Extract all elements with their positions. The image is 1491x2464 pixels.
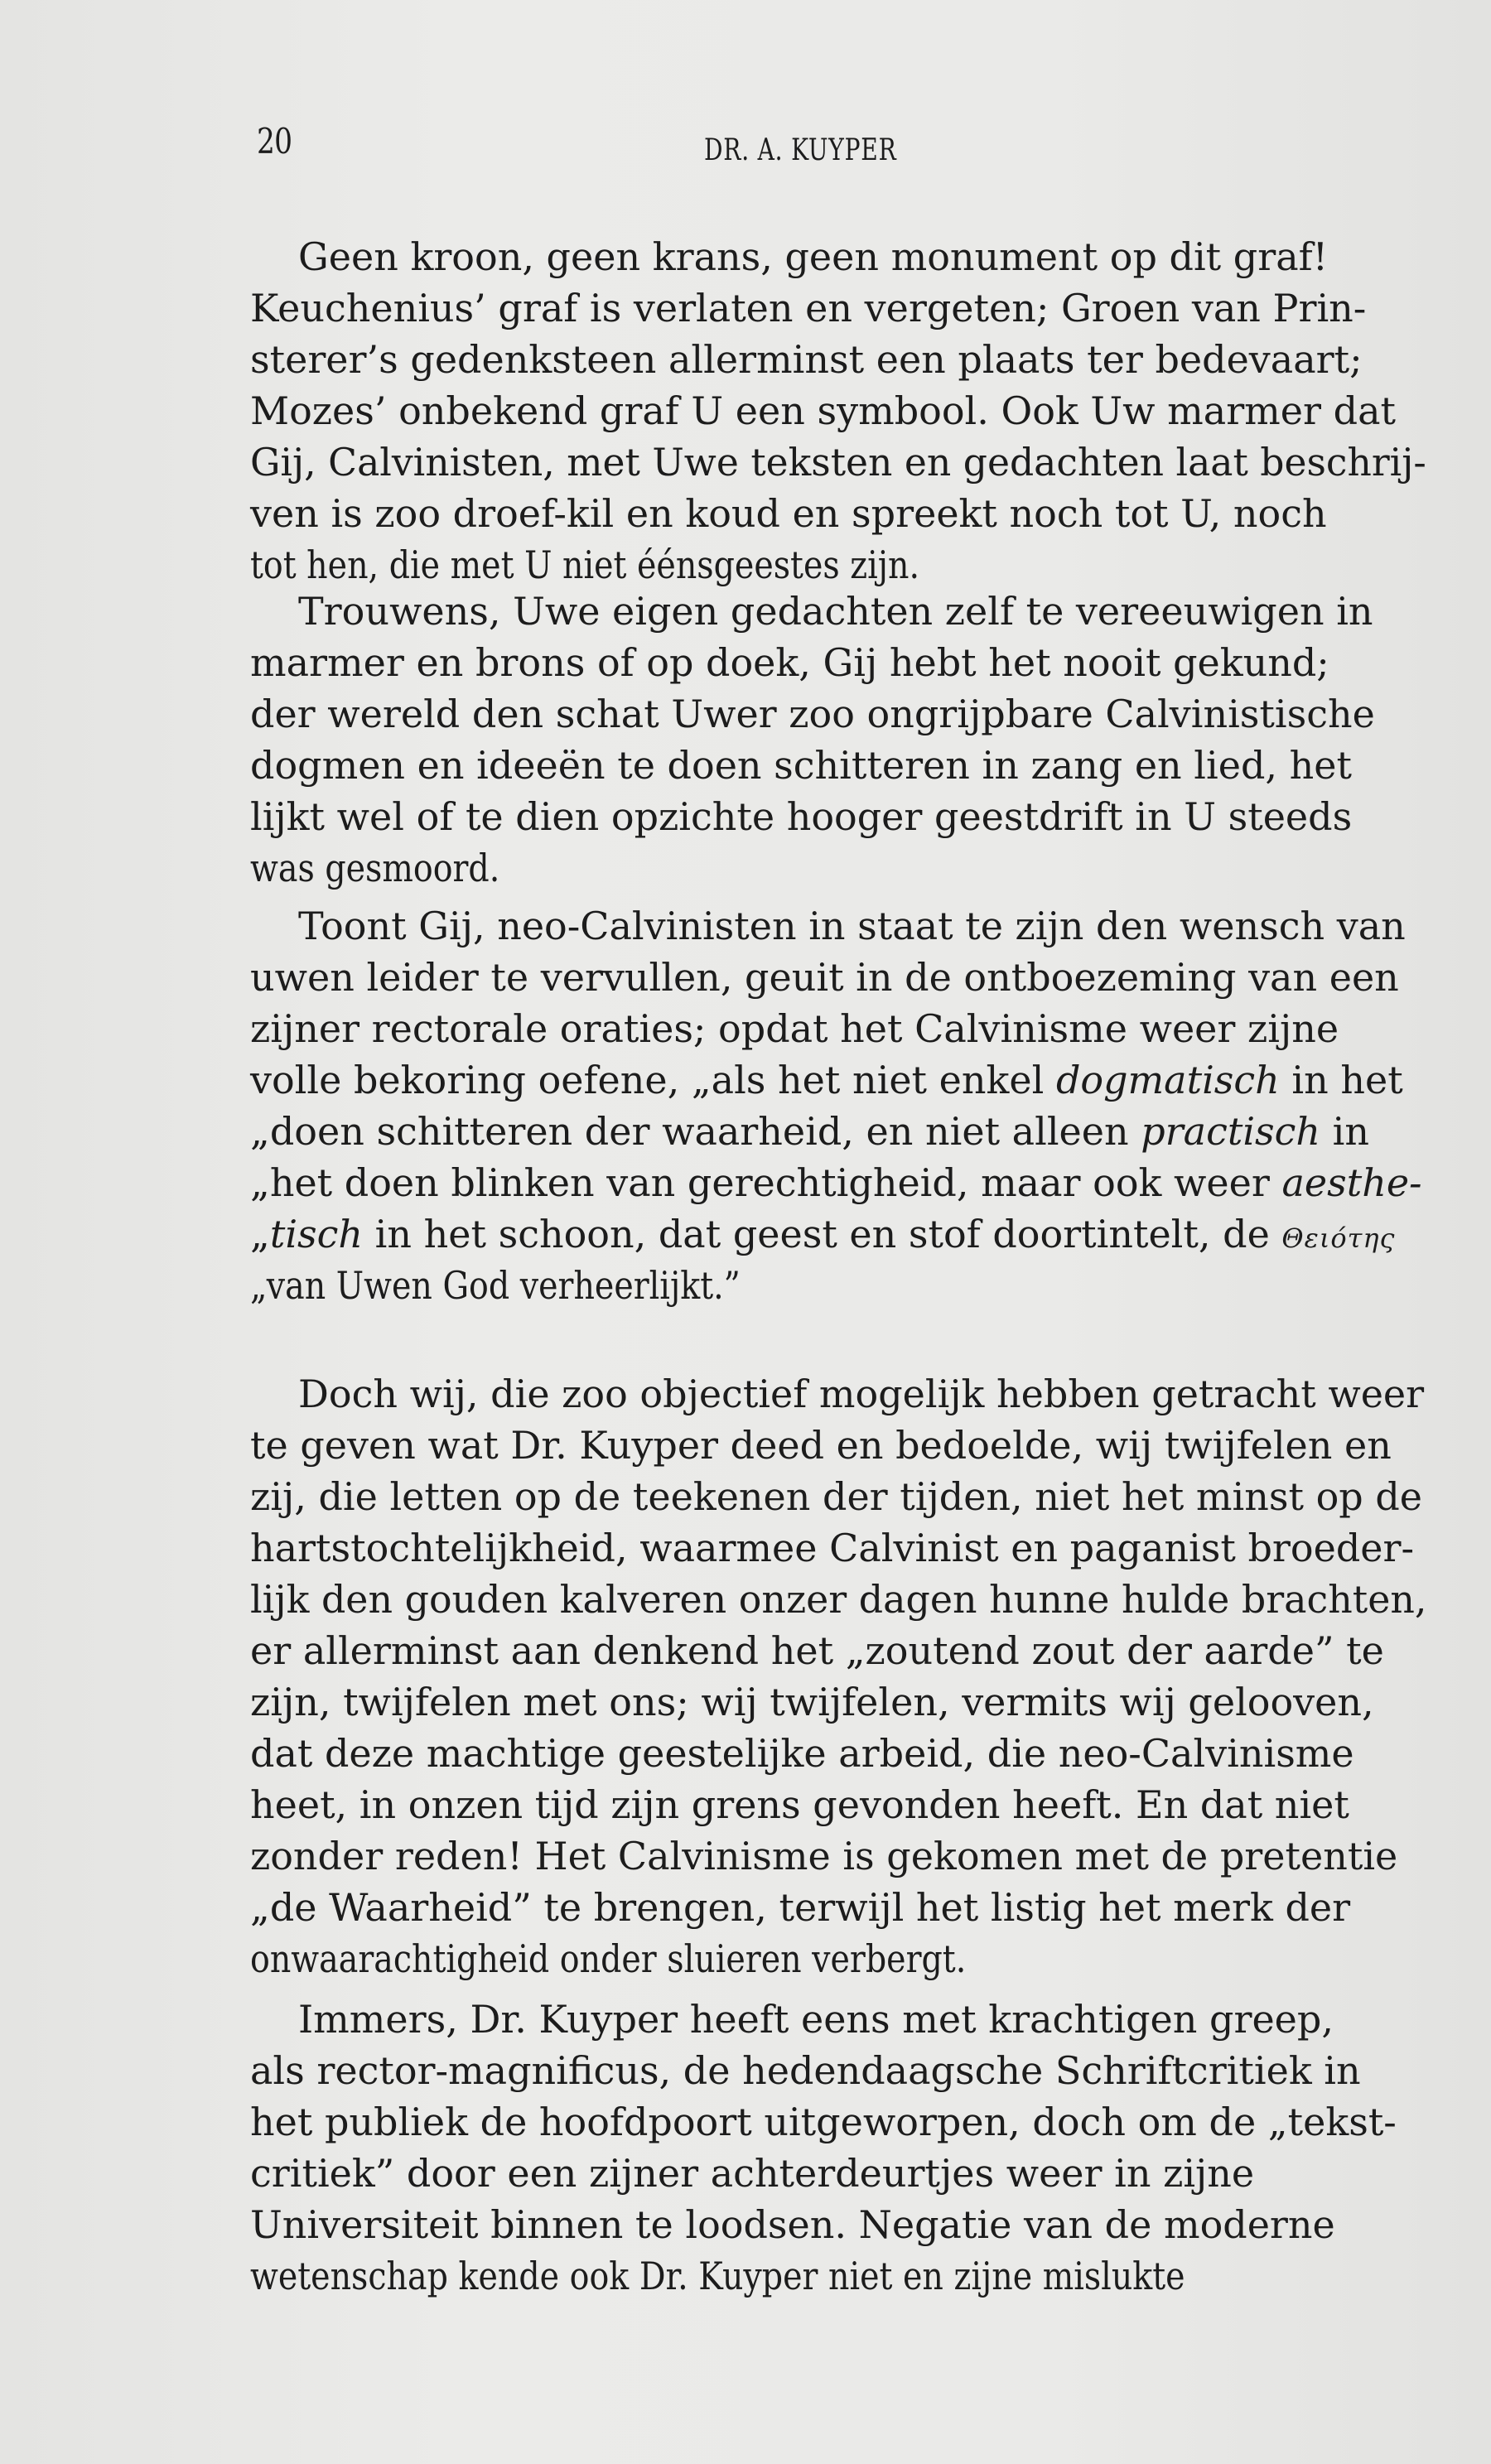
text-line: zijn, twijfelen met ons; wij twijfelen, vermits wij gelooven, <box>250 1680 1374 1724</box>
text-line: dat deze machtige geestelijke arbeid, die neo-Calvinisme <box>250 1731 1354 1776</box>
text-line: Gij, Calvinisten, met Uwe teksten en gedachten laat beschrij- <box>250 440 1426 485</box>
text-line: wetenschap kende ook Dr. Kuyper niet en zijne mislukte <box>250 2254 1185 2298</box>
italic-emphasis: dogmatisch <box>1055 1058 1280 1102</box>
text-line: Toont Gij, neo-Calvinisten in staat te zijn den wensch van <box>298 904 1406 948</box>
text-line: critiek” door een zijner achterdeurtjes weer in zijne <box>250 2151 1255 2196</box>
text-line: Doch wij, die zoo objectief mogelijk hebben getracht weer <box>298 1372 1425 1416</box>
text-line: ven is zoo droef-kil en koud en spreekt noch tot U, noch <box>250 491 1327 536</box>
text-line: er allerminst aan denkend het „zoutend zout der aarde” te <box>250 1628 1384 1673</box>
text-line: Trouwens, Uwe eigen gedachten zelf te vereeuwigen in <box>298 589 1373 634</box>
text-line: volle bekoring oefene, „als het niet enkel dogmatisch in het <box>250 1058 1403 1102</box>
text-line: was gesmoord. <box>250 846 500 890</box>
text-line: „tisch in het schoon, dat geest en stof doortintelt, de Θειότης <box>250 1212 1396 1256</box>
text-line: te geven wat Dr. Kuyper deed en bedoelde, wij twijfelen en <box>250 1423 1392 1468</box>
text-line: tot hen, die met U niet éénsgeestes zijn. <box>250 542 920 587</box>
text-line: lijk den gouden kalveren onzer dagen hunne hulde brachten, <box>250 1577 1427 1622</box>
italic-emphasis: practisch <box>1141 1109 1321 1154</box>
text-line: uwen leider te vervullen, geuit in de ontboezeming van een <box>250 955 1399 1000</box>
text-line: „de Waarheid” te brengen, terwijl het listig het merk der <box>250 1885 1351 1930</box>
text-line: „van Uwen God verheerlijkt.” <box>250 1263 741 1308</box>
text-line: onwaarachtigheid onder sluieren verbergt. <box>250 1936 967 1981</box>
text-line: als rector-magnificus, de hedendaagsche Schriftcritiek in <box>250 2048 1361 2093</box>
text-line: Immers, Dr. Kuyper heeft eens met krachtigen greep, <box>298 1997 1334 2042</box>
italic-emphasis: aesthe- <box>1281 1160 1422 1205</box>
text-line: marmer en brons of op doek, Gij hebt het nooit gekund; <box>250 640 1329 685</box>
text-line: hartstochtelijkheid, waarmee Calvinist en paganist broeder- <box>250 1526 1415 1570</box>
text-line: lijkt wel of te dien opzichte hooger geestdrift in U steeds <box>250 794 1353 839</box>
text-line: „doen schitteren der waarheid, en niet alleen practisch in <box>250 1109 1370 1154</box>
running-head: DR. A. KUYPER <box>704 133 897 167</box>
text-line: Geen kroon, geen krans, geen monument op dit graf! <box>298 234 1329 279</box>
text-line: der wereld den schat Uwer zoo ongrijpbare Calvinistische <box>250 692 1375 736</box>
page-number: 20 <box>257 121 292 162</box>
text-line: zonder reden! Het Calvinisme is gekomen met de pretentie <box>250 1834 1398 1878</box>
text-line: „het doen blinken van gerechtigheid, maar ook weer aesthe- <box>250 1160 1422 1205</box>
text-line: Mozes’ onbekend graf U een symbool. Ook Uw marmer dat <box>250 388 1396 433</box>
greek-word: Θειότης <box>1281 1222 1396 1254</box>
text-line: dogmen en ideeën te doen schitteren in zang en lied, het <box>250 743 1352 788</box>
text-line: sterer’s gedenksteen allerminst een plaats ter bedevaart; <box>250 337 1363 382</box>
text-line: Keuchenius’ graf is verlaten en vergeten; Groen van Prin- <box>250 286 1367 330</box>
text-line: het publiek de hoofdpoort uitgeworpen, doch om de „tekst- <box>250 2100 1397 2144</box>
text-line: heet, in onzen tijd zijn grens gevonden heeft. En dat niet <box>250 1782 1349 1827</box>
italic-emphasis: tisch <box>269 1212 364 1256</box>
text-line: Universiteit binnen te loodsen. Negatie van de moderne <box>250 2202 1335 2247</box>
text-line: zijner rectorale oraties; opdat het Calvinisme weer zijne <box>250 1006 1339 1051</box>
text-line: zij, die letten op de teekenen der tijden, niet het minst op de <box>250 1474 1423 1519</box>
